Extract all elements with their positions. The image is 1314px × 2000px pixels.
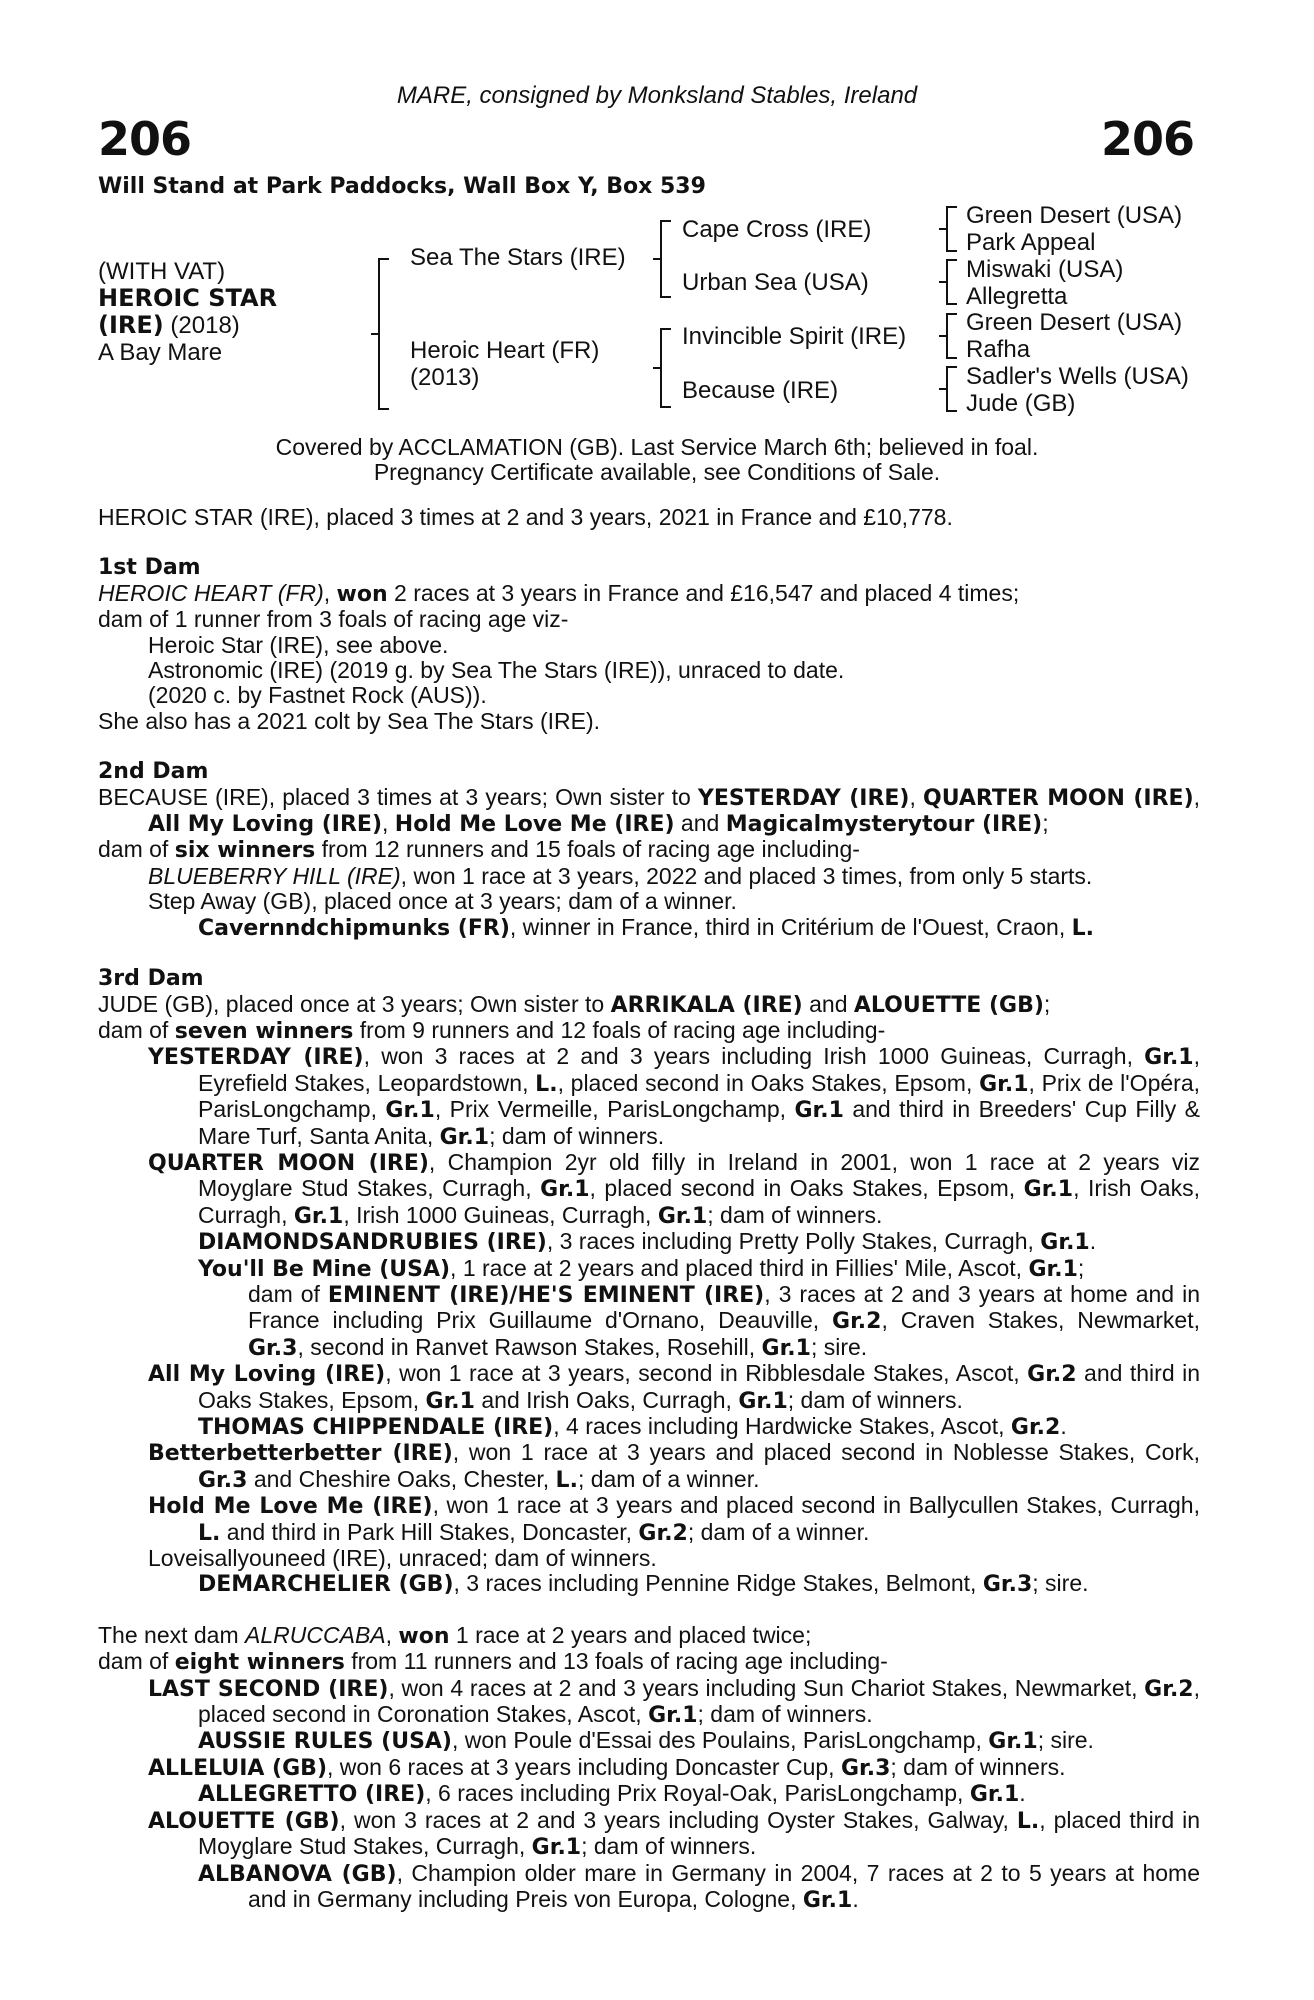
winners-count: seven winners [174,1018,354,1044]
grade: Gr.1 [802,1887,853,1913]
text: JUDE (GB), placed once at 3 years; Own sister to [98,990,611,1017]
list-item: Step Away (GB), placed once at 3 years; dam of a winner. [148,888,737,915]
text: , [382,810,395,837]
grade: Gr.3 [982,1572,1033,1598]
grade: Gr.1 [531,1835,582,1861]
first-dam-record: 2 races at 3 years in France and £16,547 and placed 4 times; [387,579,1020,606]
text: ; dam of winners. [787,1386,963,1413]
first-dam-heading: 1st Dam [98,555,201,581]
grade: L. [1016,1808,1040,1834]
list-item [98,1493,1200,1546]
text: , won 1 race at 3 years, second in Ribblesdale Stakes, Ascot, [385,1360,1028,1387]
text: , won 3 races at 2 and 3 years including Oyster Stakes, Galway, [339,1806,1017,1833]
text: ; sire. [1032,1570,1089,1597]
pedigree-sds: Miswaki (USA) [966,256,1124,283]
pedigree-sire: Sea The Stars (IRE) [410,244,626,271]
list-item: Loveisallyouneed (IRE), unraced; dam of winners. [148,1545,657,1572]
text: . [1060,1413,1067,1439]
third-dam-line [98,992,1200,1018]
text: , placed third in Moyglare Stud Stakes, Curragh, [198,1806,1201,1860]
text: , Craven Stakes, Newmarket, [881,1307,1200,1334]
grade: Gr.3 [198,1467,248,1493]
text: , 6 races including Prix Royal-Oak, ParisLongchamp, [425,1780,970,1807]
list-item [98,1755,1200,1781]
text: ; sire. [1037,1727,1094,1754]
covered-line-1: Covered by ACCLAMATION (GB). Last Service March 6th; believed in foal. [275,434,1039,460]
produce-name: LAST SECOND (IRE) [148,1676,389,1702]
grade: Gr.1 [761,1335,811,1361]
produce-name: THOMAS CHIPPENDALE (IRE) [198,1415,554,1440]
produce-name: DIAMONDSANDRUBIES (IRE) [198,1230,547,1256]
pedigree-brace-ds [946,313,957,359]
text: , [385,1621,399,1648]
text: and third in Oaks Stakes, Epsom, [198,1360,1200,1413]
text: , placed second in Oaks Stakes, Epsom, [557,1069,980,1096]
text: . [852,1885,859,1912]
grade: L. [198,1520,221,1546]
horse-country: (IRE) [98,311,164,339]
list-item [98,915,1200,941]
pedigree-dss: Green Desert (USA) [966,309,1183,336]
pedigree-brace-dam [660,328,671,408]
produce-name: AUSSIE RULES (USA) [198,1729,452,1755]
produce-name: DEMARCHELIER (GB) [198,1572,454,1598]
list-item [98,1861,1200,1914]
text: ; dam of a winner. [577,1465,760,1492]
next-dam-name: ALRUCCABA [245,1621,386,1648]
pedigree-brace-main [378,258,389,410]
produce-name: Hold Me Love Me (IRE) [148,1494,433,1520]
next-dam-won: won [398,1623,450,1649]
text: and Cheshire Oaks, Chester, [247,1465,556,1492]
text: , won 6 races at 3 years including Doncaster Cup, [327,1753,841,1780]
produce-name: Betterbetterbetter (IRE) [148,1441,453,1467]
grade: L. [555,1467,578,1493]
text: and third in Park Hill Stakes, Doncaster, [220,1518,639,1545]
list-item [98,1414,1200,1440]
text: , 3 races including Pretty Polly Stakes, Curragh, [546,1228,1041,1255]
list-item [98,1229,1200,1255]
text: from 11 runners and 13 foals of racing age including- [344,1648,888,1675]
list-item [98,1440,1200,1493]
text: and Irish Oaks, Curragh, [474,1386,739,1413]
text: , 4 races including Hardwicke Stakes, Ascot, [553,1413,1011,1439]
produce-name: EMINENT (IRE)/HE'S EMINENT (IRE) [327,1282,765,1308]
pedigree-dam-dam: Because (IRE) [682,377,839,404]
first-dam-name: HEROIC HEART (FR) [98,579,324,606]
pedigree-sss: Green Desert (USA) [966,202,1183,229]
pedigree-brace-sd [946,259,957,305]
horse-year: (2018) [163,312,240,339]
horse-country-year [98,312,240,339]
grade: Gr.1 [988,1729,1038,1755]
first-dam-summary: dam of 1 runner from 3 foals of racing age viz- [98,606,569,633]
list-item [98,1361,1200,1414]
grade: Gr.2 [1144,1676,1194,1702]
grade: Gr.1 [979,1071,1029,1097]
horse-description: A Bay Mare [98,339,223,366]
pedigree-dam-sire: Invincible Spirit (IRE) [682,323,907,350]
text: , Champion 2yr old filly in Ireland in 2001, won 1 race at 2 years viz Moyglare Stud Stakes, Curragh, [198,1148,1200,1202]
list-item: (2020 c. by Fastnet Rock (AUS)). [148,682,487,709]
text: , [909,783,924,810]
list-item [98,1808,1200,1861]
grade: Gr.2 [1027,1362,1077,1388]
text: ; [1043,990,1051,1017]
grade: Gr.2 [1010,1415,1061,1440]
pedigree-dam: Heroic Heart (FR) [410,337,600,364]
text: , Irish 1000 Guineas, Curragh, [343,1201,658,1228]
sibling-name: ARRIKALA (IRE) [610,992,803,1018]
list-item [98,1676,1200,1729]
text: ; [1077,1254,1085,1281]
sibling-name: ALOUETTE (GB) [853,992,1044,1018]
text: , [1193,783,1201,810]
pedigree-brace-sire [660,220,671,298]
grade: Gr.1 [293,1203,344,1229]
second-dam-line [98,785,1200,838]
produce-name: ALLELUIA (GB) [148,1755,327,1781]
first-dam-line: HEROIC HEART (FR), won 2 races at 3 years in France and £16,547 and placed 4 times; [98,579,1020,607]
grade: Gr.1 [1028,1256,1078,1282]
text: , Champion older mare in Germany in 2004, 7 races at 2 to 5 years at home and in Germany including Preis von Europa, Cologne, [248,1859,1200,1912]
list-item [98,1728,1200,1754]
lot-number-right: 206 [1100,112,1194,166]
text: , won 3 races at 2 and 3 years including Irish 1000 Guineas, Curragh, [363,1043,1145,1070]
grade: Gr.1 [1144,1045,1194,1071]
text: ; sire. [810,1333,868,1360]
stable-location: Will Stand at Park Paddocks, Wall Box Y, Box 539 [98,174,706,199]
text: 1 race at 2 years and placed twice; [449,1621,812,1648]
text: , Prix Vermeille, ParisLongchamp, [434,1096,795,1123]
catalogue-text [98,505,1200,1913]
winners-count: six winners [174,838,316,864]
text: . [1019,1780,1026,1807]
grade: Gr.3 [840,1755,891,1781]
pedigree-ddd: Jude (GB) [966,390,1076,417]
produce-name: QUARTER MOON (IRE) [148,1150,429,1176]
intro-line: HEROIC STAR (IRE), placed 3 times at 2 and 3 years, 2021 in France and £10,778. [98,504,953,530]
list-item: Astronomic (IRE) (2019 g. by Sea The Stars (IRE)), unraced to date. [148,657,845,684]
pedigree-ssd: Park Appeal [966,229,1096,256]
text: , second in Ranvet Rawson Stakes, Rosehill, [297,1333,762,1360]
list-item [98,1571,1200,1597]
grade: Gr.1 [439,1124,490,1150]
produce-name: All My Loving (IRE) [148,1362,386,1388]
grade: Gr.1 [657,1203,708,1229]
grade: Gr.2 [832,1309,882,1335]
list-item [98,864,1200,889]
text: , Eyrefield Stakes, Leopardstown, [198,1043,1200,1096]
text: , winner in France, third in Critérium de l'Ouest, Craon, [509,913,1072,940]
text: dam of [98,1016,175,1043]
text: ; dam of winners. [581,1833,757,1860]
produce-name: ALLEGRETTO (IRE) [198,1782,426,1808]
grade: Gr.3 [248,1335,298,1361]
winners-count: eight winners [174,1650,345,1676]
text: , won Poule d'Essai des Poulains, ParisLongchamp, [452,1727,989,1754]
grade: L. [535,1071,558,1097]
grade: Gr.1 [1040,1230,1090,1256]
text: , placed second in Oaks Stakes, Epsom, [589,1175,1024,1202]
text: , won 4 races at 2 and 3 years including Sun Chariot Stakes, Newmarket, [388,1674,1145,1701]
pedigree-dds: Sadler's Wells (USA) [966,363,1189,390]
pedigree-dsd: Rafha [966,336,1031,363]
text: dam of [98,836,175,863]
grade: Gr.2 [638,1520,688,1546]
grade: Gr.1 [738,1388,788,1414]
text: ; dam of winners. [489,1122,665,1149]
grade: Gr.1 [385,1098,435,1124]
covered-line-2: Pregnancy Certificate available, see Conditions of Sale. [373,459,941,485]
text: , 3 races including Pennine Ridge Stakes, Belmont, [453,1570,983,1597]
sibling-name: All My Loving (IRE) [148,812,383,838]
produce-name: ALOUETTE (GB) [148,1808,340,1834]
text: , Prix de l'Opéra, ParisLongchamp, [198,1069,1200,1123]
text: , 3 races at 2 and 3 years at home and in France including Prix Guillaume d'Ornano, Deauville, [248,1280,1200,1334]
grade: L. [1071,915,1094,941]
grade: Gr.1 [794,1098,844,1124]
pedigree-sire-sire: Cape Cross (IRE) [682,216,872,243]
grade: Gr.1 [540,1177,590,1203]
text: ; dam of winners. [890,1753,1066,1780]
text: and [674,810,726,837]
list-item [98,1781,1200,1807]
text: and third in Breeders' Cup Filly & Mare Turf, Santa Anita, [198,1096,1200,1149]
grade: Gr.1 [969,1782,1020,1808]
text: from 9 runners and 12 foals of racing age including- [353,1016,886,1043]
first-dam-won: won [336,581,388,607]
second-dam-summary [98,837,1200,863]
pedigree-sire-dam: Urban Sea (USA) [682,269,869,296]
pedigree-sdd: Allegretta [966,283,1068,310]
vat-note: (WITH VAT) [98,258,226,285]
text: . [1089,1228,1097,1255]
produce-name: Cavernndchipmunks (FR) [198,915,510,941]
list-item [98,1044,1200,1150]
text: , placed second in Coronation Stakes, Ascot, [198,1674,1200,1728]
text: dam of [248,1280,328,1307]
next-dam-line [98,1623,1200,1649]
pedigree-brace-ss [946,206,957,252]
sibling-name: Magicalmysterytour (IRE) [725,812,1043,838]
lot-number-left: 206 [98,112,192,166]
grade: Gr.1 [1023,1177,1074,1203]
sibling-name: QUARTER MOON (IRE) [923,785,1194,811]
text: ; dam of winners. [697,1701,873,1728]
list-item: Heroic Star (IRE), see above. [148,631,449,658]
produce-name: YESTERDAY (IRE) [148,1045,364,1071]
pedigree-brace-dd [946,366,957,412]
text: BECAUSE (IRE), placed 3 times at 3 years; Own sister to [98,783,698,810]
text: , won 1 race at 3 years, 2022 and placed 3 times, from only 5 starts. [400,862,1093,889]
produce-name: You'll Be Mine (USA) [198,1256,451,1282]
next-dam-summary [98,1649,1200,1675]
text: , won 1 race at 3 years and placed second in Ballycullen Stakes, Curragh, [432,1492,1200,1519]
list-item [98,1256,1200,1282]
list-item [98,1282,1200,1361]
text: ; [1042,810,1049,837]
first-dam-also: She also has a 2021 colt by Sea The Stars (IRE). [98,707,601,734]
second-dam-heading: 2nd Dam [98,759,209,785]
produce-name: BLUEBERRY HILL (IRE) [148,862,401,889]
consignor-subtitle: MARE, consigned by Monksland Stables, Ireland [396,82,918,109]
sibling-name: Hold Me Love Me (IRE) [394,812,675,838]
horse-name: HEROIC STAR [98,284,278,312]
text: The next dam [98,1621,246,1648]
text: ; dam of winners. [707,1201,883,1228]
text: , 1 race at 2 years and placed third in Fillies' Mile, Ascot, [450,1254,1029,1281]
third-dam-heading: 3rd Dam [98,966,204,992]
text: dam of [98,1648,175,1675]
third-dam-summary [98,1018,1200,1044]
list-item [98,1150,1200,1229]
text: from 12 runners and 15 foals of racing age including- [315,836,860,863]
produce-name: ALBANOVA (GB) [198,1861,397,1887]
sibling-name: YESTERDAY (IRE) [697,785,910,811]
grade: Gr.1 [648,1703,698,1729]
text: ; dam of a winner. [687,1518,870,1545]
text: , Irish Oaks, Curragh, [198,1175,1200,1228]
text: , won 1 race at 3 years and placed second in Noblesse Stakes, Cork, [452,1439,1200,1466]
pedigree-dam-year: (2013) [410,364,480,391]
text: and [802,990,854,1017]
grade: Gr.1 [425,1388,475,1414]
